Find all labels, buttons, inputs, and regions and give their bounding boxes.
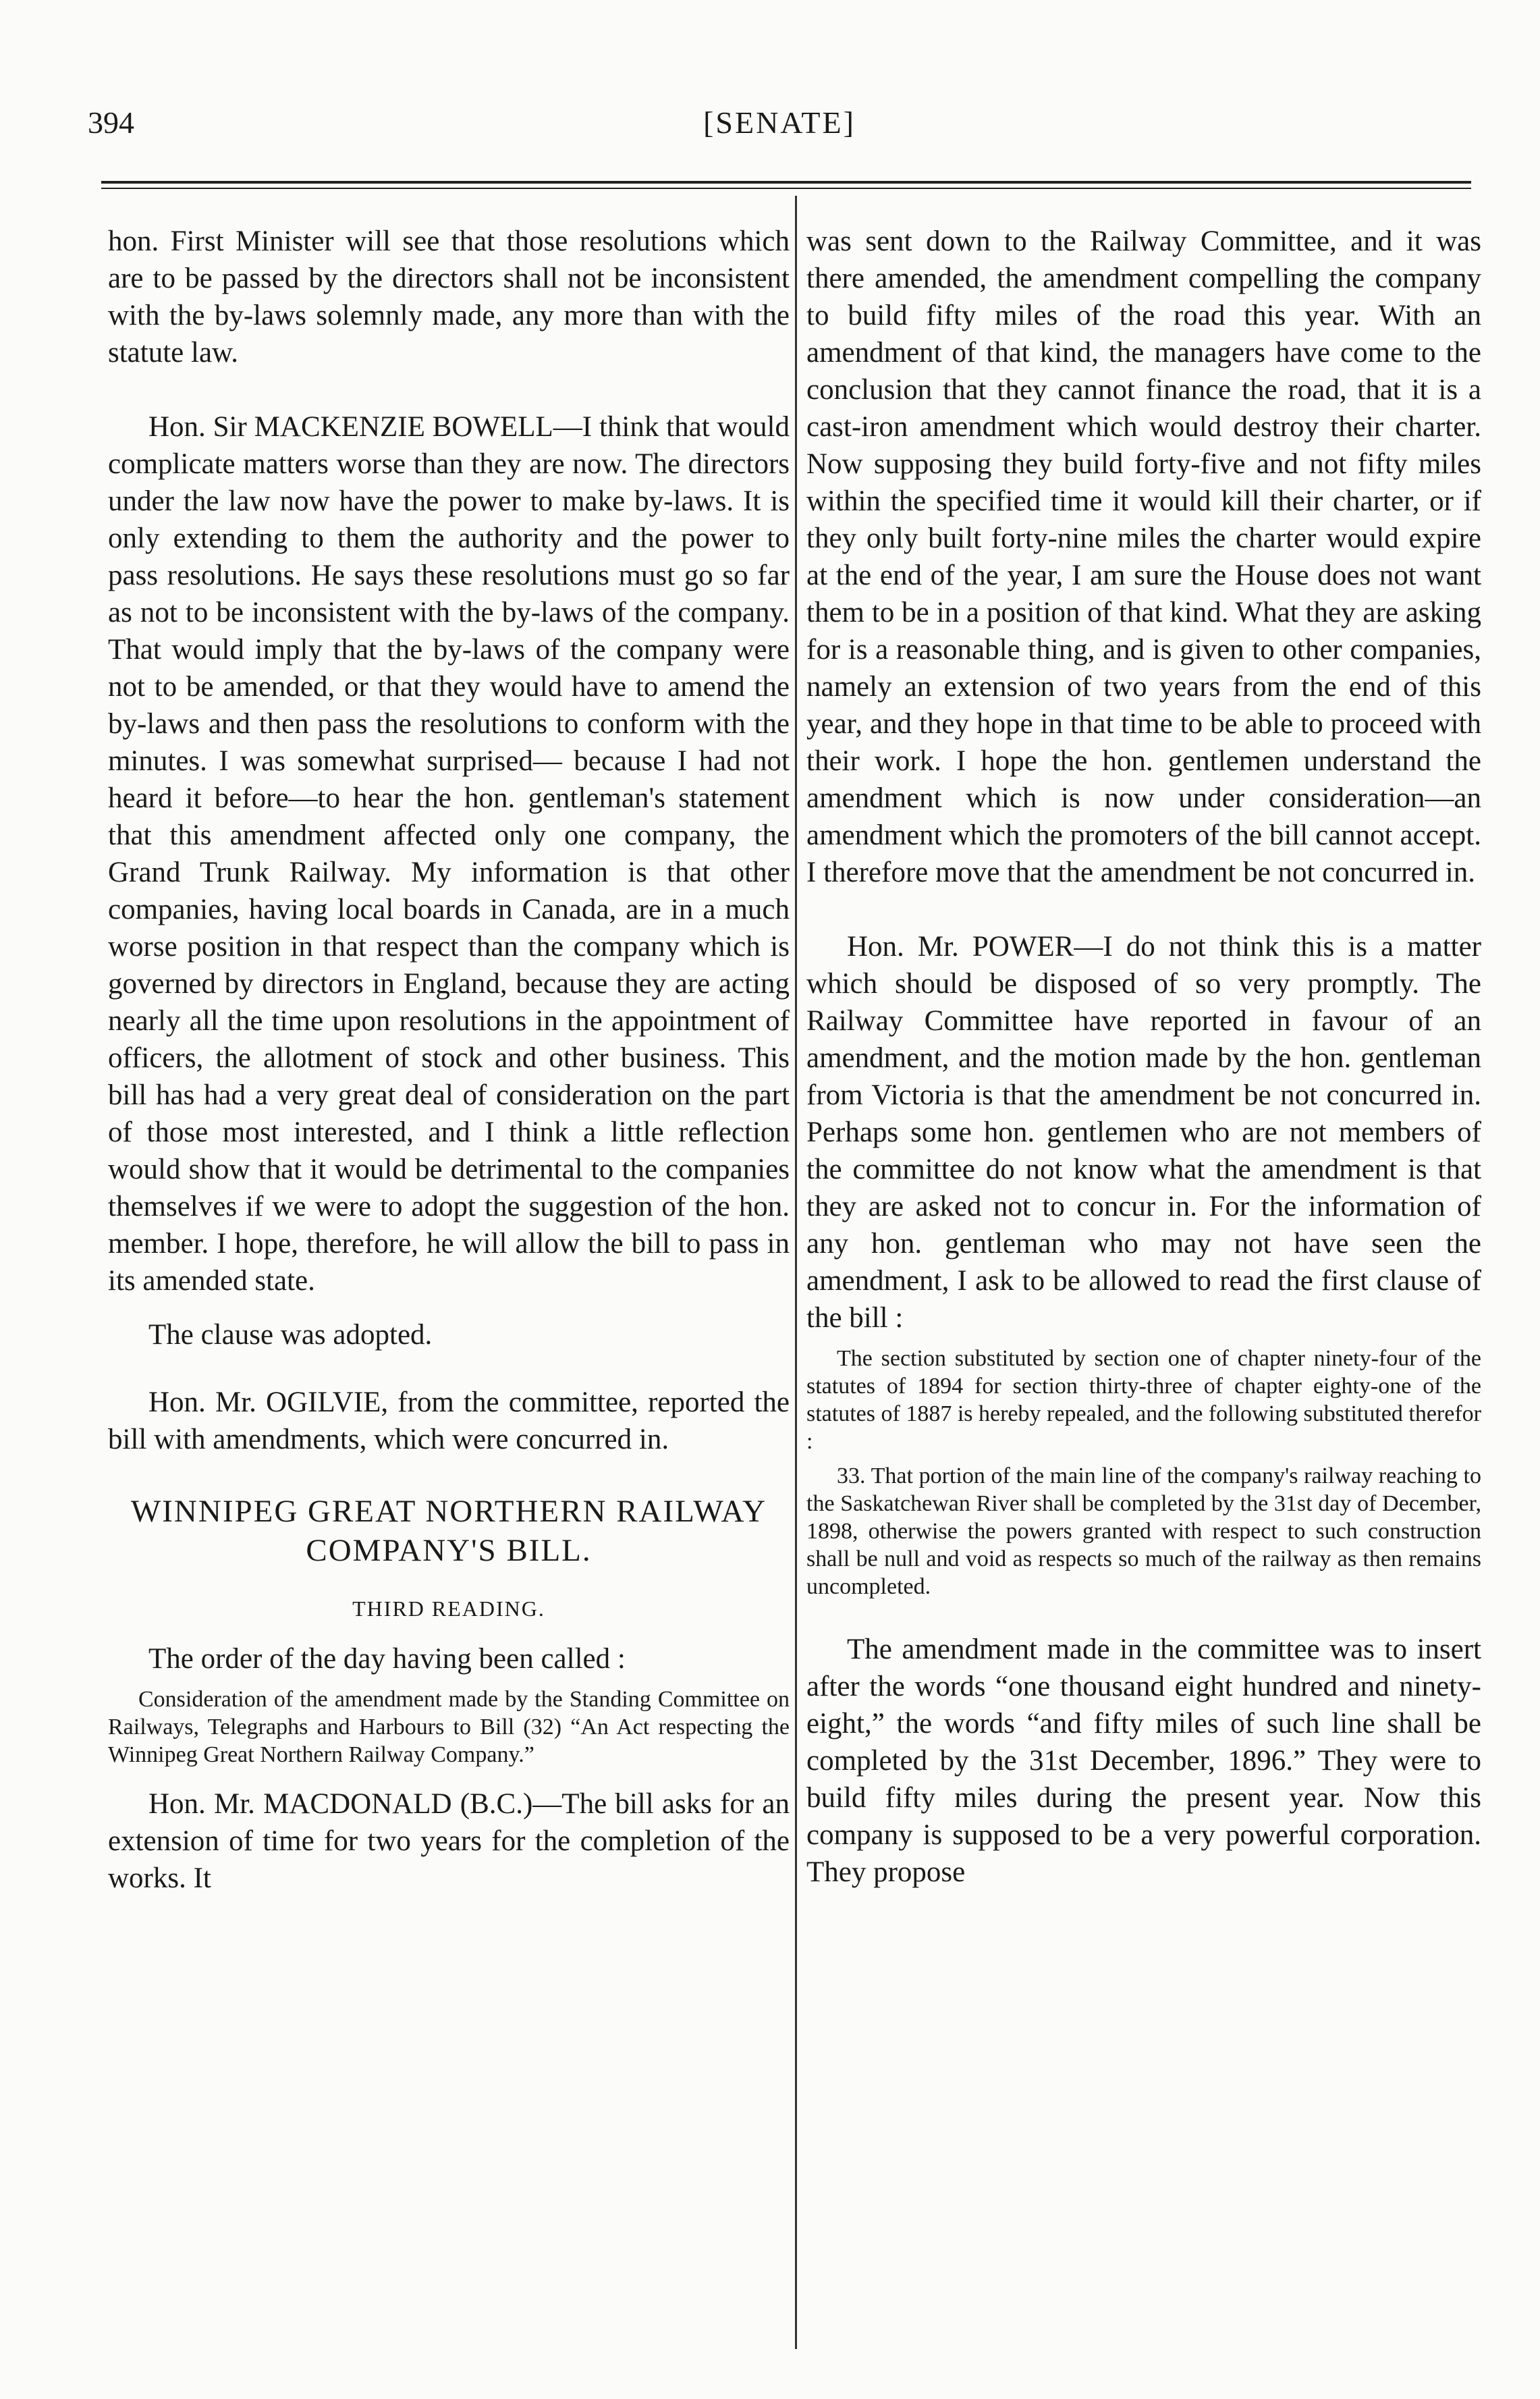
section-subheading: THIRD READING. <box>352 1596 545 1621</box>
paragraph: The amendment made in the committee was to insert after the words “one thousand eight hundred and ninety-eight,” the words “and fifty miles of such line shall be completed by the 31st December, 1896.” They were to build fifty miles during the present year. Now this company is supposed to be a very powerful corporation. They propose <box>806 1634 1481 1888</box>
speech-text: —I think that would complicate matters worse than they are now. The directors under the law now have the power to make by-laws. It is only extending to them the authority and the power to pass resolutions. He says these resolutions must go so far as not to be inconsistent with the by-laws of the company. That would imply that the by-laws of the company were not to be amended, or that they would have to amend the by-laws and then pass the resolutions to conform with the minutes. I was somewhat surprised— because I had not heard it before—to hear the hon. gentleman's statement that this amendment affected only one company, the Grand Trunk Railway. My information is that other companies, having local boards in Canada, are in a much worse position in that respect than the company which is governed by directors in England, because they are acting nearly all the time upon resolutions in the appointment of officers, the allotment of stock and other business. This bill has had a very great deal of consideration on the part of those most interested, and I think a little reflection would show that it would be detrimental to the companies themselves if we were to adopt the suggestion of the hon. member. I hope, therefore, he will allow the bill to pass in its amended state. <box>108 411 790 1297</box>
speech-paragraph <box>108 1785 790 1897</box>
paragraph: Hon. Mr. OGILVIE, from the committee, reported the bill with amendments, which were concurred in. <box>108 1386 790 1455</box>
paragraph: The order of the day having been called : <box>148 1643 626 1675</box>
quoted-statute-section: 33. That portion of the main line of the company's railway reaching to the Saskatchewan River shall be completed by the 31st day of December, 1898, otherwise the powers granted with respect to such construction shall be null and void as respects so much of the railway as then remains uncompleted. <box>806 1463 1481 1599</box>
paragraph: hon. First Minister will see that those resolutions which are to be passed by the directors shall not be inconsistent with the by-laws solemnly made, any more than with the statute law. <box>108 225 790 369</box>
speech-paragraph <box>108 408 790 1299</box>
speaker-name: Hon. Mr. POWER <box>847 931 1074 963</box>
right-column <box>806 223 1481 1891</box>
paragraph: The clause was adopted. <box>148 1319 433 1351</box>
section-heading: WINNIPEG GREAT NORTHERN RAILWAY COMPANY'S BILL. <box>130 1494 767 1568</box>
speaker-name: Hon. Mr. MACDONALD (B.C.) <box>148 1788 533 1820</box>
running-head: [SENATE] <box>703 105 856 140</box>
column-divider <box>795 196 797 2349</box>
speaker-name: Hon. Sir MACKENZIE BOWELL <box>148 411 553 443</box>
page-number: 394 <box>88 105 134 140</box>
quoted-order: Consideration of the amendment made by the Standing Committee on Railways, Telegraphs and Harbours to Bill (32) “An Act respecting the Winnipeg Great Northern Railway Company.” <box>108 1687 790 1767</box>
speech-text: —I do not think this is a matter which should be disposed of so very promptly. The Railway Committee have reported in favour of an amendment, and the motion made by the hon. gentleman from Victoria is that the amendment be not concurred in. Perhaps some hon. gentlemen who are not members of the committee do not know what the amendment is that they are asked not to concur in. For the information of any hon. gentleman who may not have seen the amendment, I ask to be allowed to read the first clause of the bill : <box>806 931 1482 1334</box>
page-header <box>88 105 1471 159</box>
header-rule-bottom <box>101 188 1471 189</box>
left-column <box>108 223 790 1897</box>
header-rule-top <box>101 181 1471 184</box>
speech-text: —The bill asks for an extension of time for two years for the completion of the works. It <box>108 1788 790 1894</box>
speech-paragraph <box>806 928 1481 1337</box>
quoted-statute: The section substituted by section one of chapter ninety-four of the statutes of 1894 for section thirty-three of chapter eighty-one of the statutes of 1887 is hereby repealed, and the following substituted therefor : <box>806 1346 1481 1454</box>
paragraph: was sent down to the Railway Committee, and it was there amended, the amendment compelling the company to build fifty miles of the road this year. With an amendment of that kind, the managers have come to the conclusion that they cannot finance the road, that it is a cast-iron amendment which would destroy their charter. Now supposing they build forty-five and not fifty miles within the specified time it would kill their charter, or if they only built forty-nine miles the charter would expire at the end of the year, I am sure the House does not want them to be in a position of that kind. What they are asking for is a reasonable thing, and is given to other companies, namely an extension of two years from the end of this year, and they hope in that time to be able to proceed with their work. I hope the hon. gentlemen understand the amendment which is now under consideration—an amendment which the promoters of the bill cannot accept. I therefore move that the amendment be not concurred in. <box>806 225 1481 888</box>
